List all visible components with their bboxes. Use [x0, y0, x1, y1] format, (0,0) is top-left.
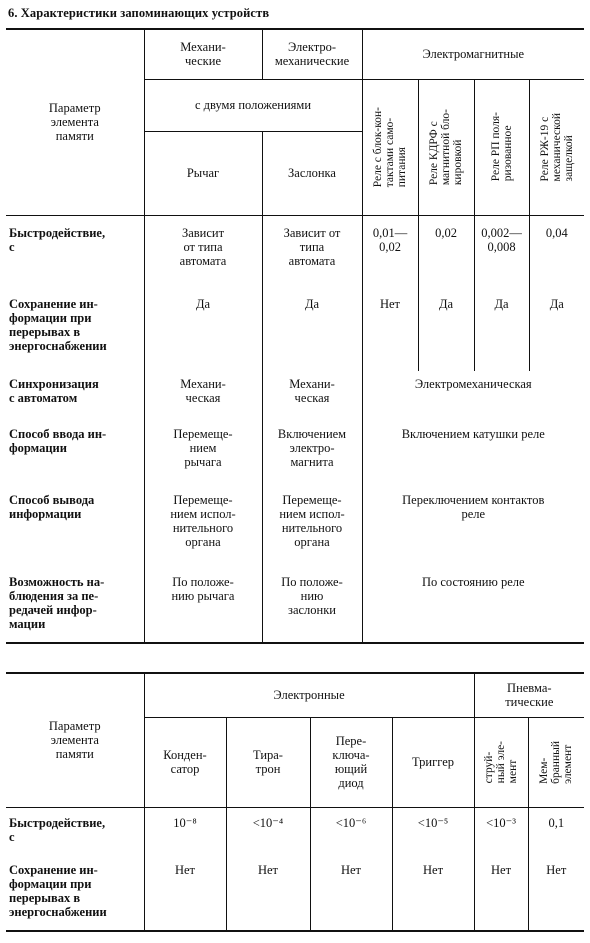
cell-speed-capacitor: 10⁻⁸: [144, 807, 226, 857]
cell-retention-trigger: Нет: [392, 857, 474, 931]
group-pneumatic: Пневма- тические: [474, 673, 584, 717]
cell-output-relays: Переключением контактов реле: [362, 483, 584, 565]
cell-retention-relay3: Да: [474, 291, 529, 371]
subcol-jet-element: струй- ный эле- мент: [474, 717, 528, 807]
cell-sync-flap: Механи- ческая: [262, 371, 362, 421]
cell-speed-membrane: 0,1: [528, 807, 584, 857]
header-row-groups: [6, 673, 584, 717]
cell-observe-flap: По положе- нию заслонки: [262, 565, 362, 643]
cell-input-flap: Включением электро- магнита: [262, 421, 362, 483]
table-row: [6, 215, 584, 291]
cell-output-lever: Перемеще- нием испол- нительного органа: [144, 483, 262, 565]
cell-speed-relay2: 0,02: [418, 215, 474, 291]
subcol-thyratron: Тира- трон: [226, 717, 310, 807]
table-row: [6, 483, 584, 565]
cell-retention-capacitor: Нет: [144, 857, 226, 931]
row-label-output: Способ вывода информации: [9, 493, 95, 521]
row-label-speed: Быстродействие, с: [9, 815, 106, 844]
cell-speed-trigger: <10⁻⁵: [392, 807, 474, 857]
subcol-flap: Заслонка: [262, 131, 362, 215]
cell-retention-relay2: Да: [418, 291, 474, 371]
table-electronic-pneumatic: [6, 672, 584, 932]
cell-speed-relay1: 0,01— 0,02: [362, 215, 418, 291]
table-row: [6, 565, 584, 643]
cell-retention-jet: Нет: [474, 857, 528, 931]
cell-retention-diode: Нет: [310, 857, 392, 931]
subcol-relay-rzh19: Реле РЖ-19 с механической защелкой: [529, 79, 584, 215]
cell-sync-lever: Механи- ческая: [144, 371, 262, 421]
two-positions-label: с двумя положениями: [144, 79, 362, 131]
cell-speed-jet: <10⁻³: [474, 807, 528, 857]
subcol-relay-kdrf: Реле КДРФ с магнитной бло- кировкой: [418, 79, 474, 215]
subcol-trigger: Триггер: [392, 717, 474, 807]
param-header: Параметр элемента памяти: [6, 29, 144, 215]
table-caption: 6. Характеристики запоминающих устройств: [8, 6, 270, 20]
cell-retention-thyratron: Нет: [226, 857, 310, 931]
cell-retention-relay4: Да: [529, 291, 584, 371]
cell-sync-relays: Электромеханическая: [362, 371, 584, 421]
table-row: [6, 371, 584, 421]
header-row-groups: [6, 29, 584, 79]
subcol-relay-rp: Реле РП поля- ризованное: [474, 79, 529, 215]
row-label-retention: Сохранение ин- формации при перерывах в энергоснабжении: [6, 857, 144, 931]
cell-speed-lever: Зависит от типа автомата: [144, 215, 262, 291]
cell-speed-diode: <10⁻⁶: [310, 807, 392, 857]
group-electromagnetic: Электромагнитные: [362, 29, 584, 79]
subcol-relay-self-feed: Реле с блок-кон- тактами само- питания: [362, 79, 418, 215]
row-label-retention: Сохранение ин- формации при перерывах в энергоснабжении: [9, 297, 107, 353]
subcol-switching-diode: Пере- ключа- ющий диод: [310, 717, 392, 807]
cell-output-flap: Перемеще- нием испол- нительного органа: [262, 483, 362, 565]
param-header: Параметр элемента памяти: [6, 673, 144, 807]
group-mechanical: Механи- ческие: [144, 29, 262, 79]
table-row: [6, 857, 584, 931]
cell-input-relays: Включением катушки реле: [362, 421, 584, 483]
cell-speed-relay3: 0,002— 0,008: [474, 215, 529, 291]
cell-observe-lever: По положе- нию рычага: [144, 565, 262, 643]
group-electromechanical: Электро- механические: [262, 29, 362, 79]
table-row: [6, 291, 584, 371]
cell-retention-flap: Да: [262, 291, 362, 371]
subcol-capacitor: Конден- сатор: [144, 717, 226, 807]
cell-retention-lever: Да: [144, 291, 262, 371]
row-label-observe: Возможность на- блюдения за пе- редачей инфор- мации: [6, 565, 144, 643]
cell-retention-relay1: Нет: [362, 291, 418, 371]
cell-observe-relays: По состоянию реле: [362, 565, 584, 643]
subcol-membrane-element: Мем- бранный элемент: [528, 717, 584, 807]
row-label-input: Способ ввода ин- формации: [9, 427, 107, 455]
cell-speed-thyratron: <10⁻⁴: [226, 807, 310, 857]
subcol-lever: Рычаг: [144, 131, 262, 215]
table-row: [6, 807, 584, 857]
table-mechanical-electromagnetic: [6, 28, 584, 644]
cell-retention-membrane: Нет: [528, 857, 584, 931]
cell-speed-flap: Зависит от типа автомата: [262, 215, 362, 291]
cell-speed-relay4: 0,04: [529, 215, 584, 291]
cell-input-lever: Перемеще- нием рычага: [144, 421, 262, 483]
group-electronic: Электронные: [144, 673, 474, 717]
table-row: [6, 421, 584, 483]
row-label-sync: Синхронизация с автоматом: [9, 377, 99, 405]
row-label-speed: Быстродействие, с: [9, 225, 106, 254]
